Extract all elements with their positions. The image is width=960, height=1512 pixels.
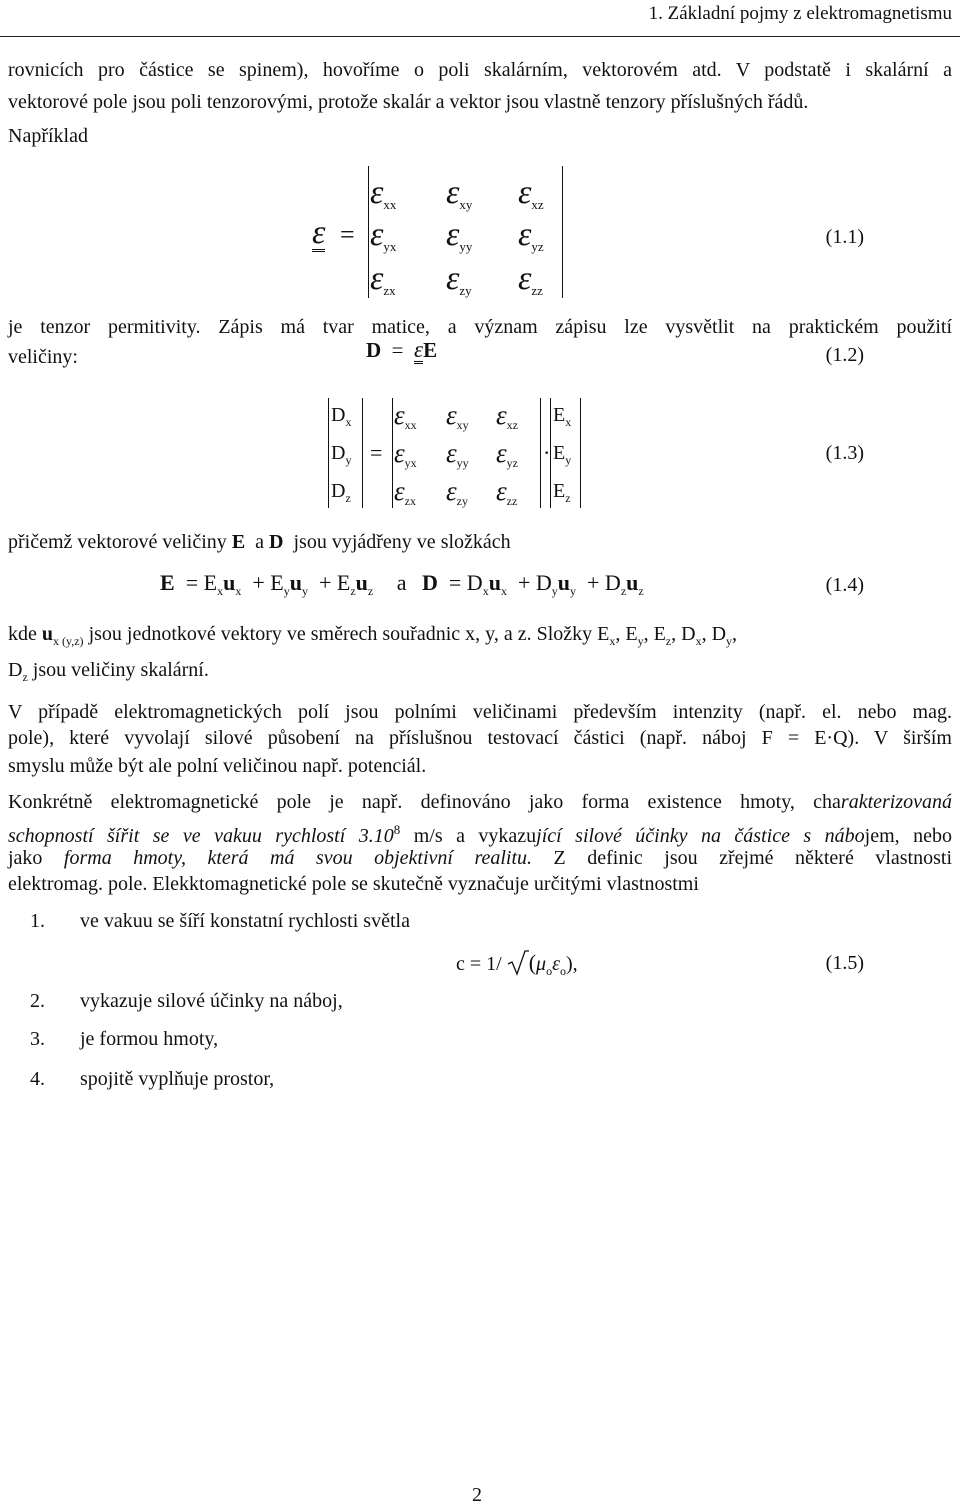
list-item-2-text: vykazuje silové účinky na náboj, [80, 990, 343, 1012]
header-rule [0, 36, 960, 37]
list-item-3-text: je formou hmoty, [80, 1028, 219, 1050]
para1-line3: Například [8, 125, 88, 147]
eq4-number: (1.4) [825, 574, 864, 596]
eq4-D-y: $D_yu_y$ [535, 570, 576, 598]
list-item-4-number: 4. [30, 1068, 45, 1090]
eq1-lhs-epsilon: ε [312, 214, 326, 251]
para3-a: a [255, 531, 265, 553]
eq4-E-lhs: E [160, 570, 175, 595]
eq3-eps-yy: $\varepsilon_{yy}$ [446, 438, 469, 470]
para3-E: E [231, 531, 246, 553]
para6-line1: Konkrétně elektromagnetické pole je např. definováno jako forma existence hmoty, charakterizovaná [8, 791, 952, 813]
eq1-cell-zz: $\varepsilon_{zz}$ [518, 260, 543, 298]
eq4-E-y: $E_yu_y$ [270, 570, 308, 598]
para6-line3: jako forma hmoty, která má svou objektivní realitu. Z definic jsou zřejmé některé vlastnosti [8, 847, 952, 869]
eq3-eps-xz: $\varepsilon_{xz}$ [496, 400, 518, 432]
eq1-cell-xx: $\varepsilon_{xx}$ [370, 174, 397, 212]
para1-line1: rovnicích pro částice se spinem), hovoříme o poli skalárním, vektorovém atd. V podstatě i skalární a [8, 59, 952, 81]
eq2-E: E [423, 338, 438, 362]
para5-line1: V případě elektromagnetických polí jsou polními veličinami především intenzity (např. el. nebo mag. [8, 701, 952, 723]
eq3-number: (1.3) [825, 442, 864, 464]
para6-line2: schopností šířit se ve vakuu rychlostí 3.10$^8$ m/s a vykazující silové účinky na částice s nábojem, nebo [8, 822, 952, 847]
eq4-D-lhs: D [421, 570, 438, 595]
eq3-eps-yz: $\varepsilon_{yz}$ [496, 438, 518, 470]
para6-line4: elektromag. pole. Elekktomagnetické pole se skutečně vyznačuje určitými vlastnostmi [8, 873, 699, 895]
page-number: 2 [472, 1484, 482, 1506]
list-item-4-text: spojitě vyplňuje prostor, [80, 1068, 275, 1090]
eq3-Ez: $E_z$ [553, 480, 571, 505]
para2-line2: veličiny: [8, 346, 78, 368]
eq2-number: (1.2) [825, 344, 864, 366]
para4-line1: kde $u_{x (y,z)}$ jsou jednotkové vektory ve směrech souřadnic x, y, a z. Složky $E_x$, $E_y$, $E_z$, $D_x$, $D_y$, [8, 623, 738, 648]
running-header: 1. Základní pojmy z elektromagnetismu [648, 3, 952, 24]
para3 [8, 528, 511, 556]
equation-1-5: c = 1/ $(\mu_o\varepsilon_o)$, [456, 950, 578, 978]
eq3-Dy: $D_y$ [331, 442, 352, 467]
eq5-mu: μ [536, 953, 547, 975]
eq1-left-bar [368, 166, 369, 298]
para3-D: D [269, 531, 284, 553]
eq3-eps-yx: $\varepsilon_{yx}$ [394, 438, 417, 470]
para2-line1: je tenzor permitivity. Zápis má tvar matice, a význam zápisu lze vysvětlit na praktickém použití [8, 316, 952, 338]
eq3-Dx: $D_x$ [331, 404, 352, 429]
para4-line2: $D_z$ jsou veličiny skalární. [8, 659, 209, 684]
eq3-dot: · [543, 440, 551, 465]
list-item-2-number: 2. [30, 990, 45, 1012]
para1-line2: vektorové pole jsou poli tenzorovými, protože skalár a vektor jsou vlastně tenzory příslušných řádů. [8, 91, 809, 113]
eq1-cell-yx: $\varepsilon_{yx}$ [370, 216, 397, 254]
para3-text1: přičemž vektorové veličiny [8, 531, 227, 553]
eq3-eps-zx: $\varepsilon_{zx}$ [394, 476, 416, 508]
para5-line2: pole), které vyvolají silové působení na příslušnou testovací částici (např. náboj F = E·Q). V širším [8, 727, 952, 749]
equation-1-4: $E = E_xu_x + E_yu_y + E_zu_z$ a $D = D_xu_x + D_yu_y + D_zu_z$ [160, 570, 644, 598]
eq4-E-z: $E_zu_z$ [336, 570, 374, 598]
eq1-equals: = [340, 220, 355, 249]
eq1-cell-xz: $\varepsilon_{xz}$ [518, 174, 544, 212]
eq3-E-right-bar [580, 398, 581, 508]
eq3-eps-xx: $\varepsilon_{xx}$ [394, 400, 417, 432]
para5-line3: smyslu může být ale polní veličinou např. potenciál. [8, 755, 427, 777]
eq3-eps-left-bar [392, 398, 393, 508]
eq3-equals: = [370, 440, 383, 465]
eq1-cell-zy: $\varepsilon_{zy}$ [446, 260, 472, 298]
eq3-eps-zz: $\varepsilon_{zz}$ [496, 476, 518, 508]
eq3-Dz: $D_z$ [331, 480, 351, 505]
eq4-D-x: $D_xu_x$ [466, 570, 507, 598]
eq2-equals: = [386, 338, 409, 362]
eq3-Ex: $E_x$ [553, 404, 572, 429]
eq1-cell-yy: $\varepsilon_{yy}$ [446, 216, 473, 254]
eq2-D: D [366, 338, 382, 362]
list-item-1-text: ve vakuu se šíří konstatní rychlosti světla [80, 910, 410, 932]
eq1-number: (1.1) [825, 226, 864, 248]
eq3-D-right-bar [362, 398, 363, 508]
para3-text2: jsou vyjádřeny ve složkách [293, 531, 511, 553]
equation-1-2 [366, 338, 437, 364]
eq3-eps-right-bar [540, 398, 541, 508]
eq4-a: a [396, 570, 407, 595]
eq3-D-left-bar [328, 398, 329, 508]
eq1-cell-zx: $\varepsilon_{zx}$ [370, 260, 396, 298]
eq1-cell-yz: $\varepsilon_{yz}$ [518, 216, 544, 254]
eq1-cell-xy: $\varepsilon_{xy}$ [446, 174, 473, 212]
eq5-number: (1.5) [825, 952, 864, 974]
eq5-epsilon: ε [552, 953, 560, 975]
list-item-1-number: 1. [30, 910, 45, 932]
eq1-right-bar [562, 166, 563, 298]
eq3-E-left-bar [550, 398, 551, 508]
eq2-epsilon: ε [414, 337, 424, 362]
eq5-lhs: c = 1/ [456, 953, 502, 975]
eq3-eps-xy: $\varepsilon_{xy}$ [446, 400, 469, 432]
eq4-D-z: $D_zu_z$ [604, 570, 644, 598]
eq3-eps-zy: $\varepsilon_{zy}$ [446, 476, 468, 508]
eq4-E-x: $E_xu_x$ [203, 570, 242, 598]
eq3-Ey: $E_y$ [553, 442, 572, 467]
list-item-3-number: 3. [30, 1028, 45, 1050]
sqrt-icon [507, 950, 529, 976]
